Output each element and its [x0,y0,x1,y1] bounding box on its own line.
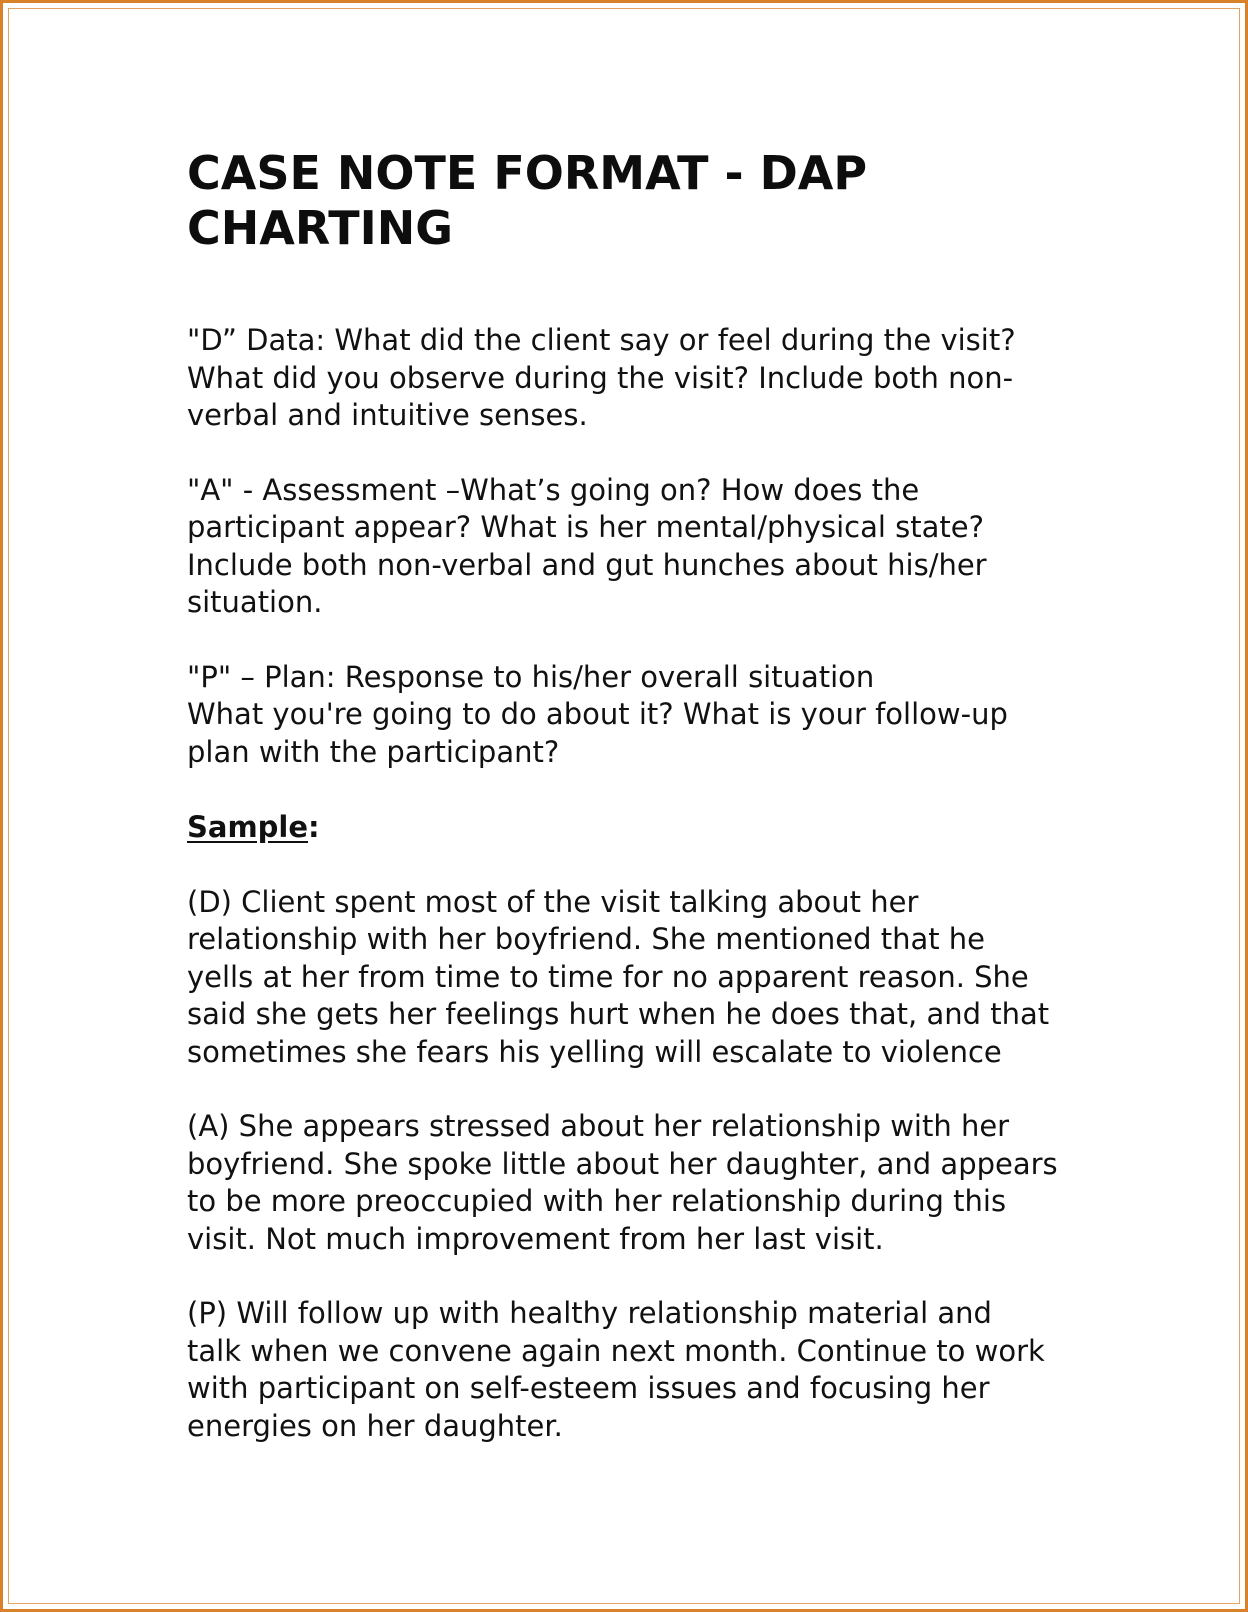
sample-plan [187,1295,1087,1445]
text-line: What did you observe during the visit? Include both non- [187,360,1014,395]
text-line: (A) She appears stressed about her relationship with her [187,1109,1010,1144]
sample-heading-colon: : [308,810,320,845]
text-line: situation. [187,585,323,620]
definition-assessment [187,472,1087,622]
sample-assessment [187,1108,1087,1258]
text-line: Include both non-verbal and gut hunches about his/her [187,547,987,582]
text-line: visit. Not much improvement from her last visit. [187,1221,884,1256]
text-line: sometimes she fears his yelling will escalate to violence [187,1034,1002,1069]
sample-heading-label: Sample [187,810,309,845]
text-line: plan with the participant? [187,734,560,769]
text-line: "A" - Assessment –What’s going on? How does the [187,472,920,507]
text-line: verbal and intuitive senses. [187,398,588,433]
definition-data [187,322,1087,435]
text-line: (P) Will follow up with healthy relationship material and [187,1296,992,1331]
page-title: CASE NOTE FORMAT - DAP CHARTING [187,146,868,256]
document-body [187,146,1087,1482]
text-line: with participant on self-esteem issues and focusing her [187,1371,990,1406]
text-line: boyfriend. She spoke little about her daughter, and appears [187,1146,1058,1181]
text-line: relationship with her boyfriend. She mentioned that he [187,922,986,957]
text-line: (D) Client spent most of the visit talking about her [187,884,919,919]
text-line: "D” Data: What did the client say or feel during the visit? [187,323,1016,358]
text-line: What you're going to do about it? What is your follow-up [187,697,1008,732]
text-line: to be more preoccupied with her relationship during this [187,1184,1007,1219]
text-line: participant appear? What is her mental/physical state? [187,510,984,545]
text-line: "P" – Plan: Response to his/her overall situation [187,659,875,694]
sample-heading [187,809,1087,847]
text-line: yells at her from time to time for no apparent reason. She [187,959,1029,994]
sample-data [187,884,1087,1072]
text-line: said she gets her feelings hurt when he does that, and that [187,997,1050,1032]
text-line: energies on her daughter. [187,1408,563,1443]
text-line: talk when we convene again next month. Continue to work [187,1333,1045,1368]
definition-plan [187,659,1087,772]
